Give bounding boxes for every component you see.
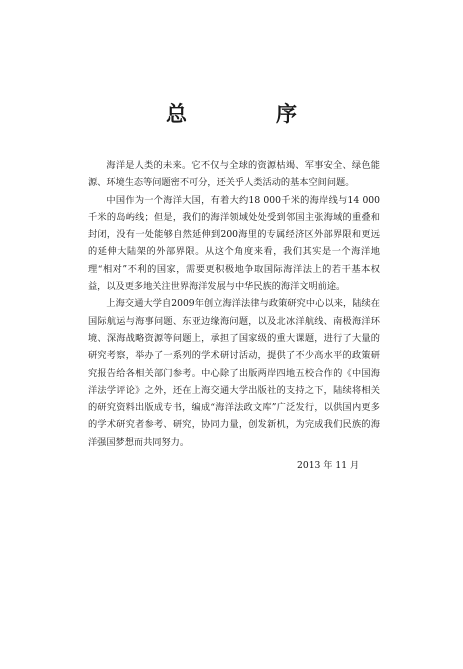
body-text [88,157,380,451]
paragraph-3: 上海交通大学自2009年创立海洋法律与政策研究中心以来，陆续在国际航运与海事问题、东亚边缘海问题，以及北冰洋航线、南极海洋环境、深海战略资源等问题上，承担了国家级的重大课题，进行了大量的研究考察，举办了一系列的学术研讨活动，提供了不少高水平的政策研究报告给各相关部门参考。中心除了出版两岸四地五校合作的《中国海洋法学评论》之外，还在上海交通大学出版社的支持之下，陆续将相关的研究资料出版成专书，编成“海洋法政文库”广泛发行，以供国内更多的学术研究者参考、研究，协同力量，创发新机，为完成我们民族的海洋强国梦想而共同努力。 [88,298,380,448]
page-title: 总 序 [166,101,331,126]
date-line: 2013 年 11 月 [297,460,360,471]
paragraph-1: 海洋是人类的未来。它不仅与全球的资源枯竭、军事安全、绿色能源、环境生态等问题密不可分，还关乎人类活动的基本空间问题。 [88,160,380,189]
paragraph-2: 中国作为一个海洋大国，有着大约18 000千米的海岸线与14 000千米的岛屿线；但是，我们的海洋领域处处受到邻国主张海域的重叠和封闭，没有一处能够自然延伸到200海里的专属经济区外部界限和更远的延伸大陆架的外部界限。从这个角度来看，我们其实是一个海洋地理“相对”不利的国家，需要更积极地争取国际海洋法上的若干基本权益，以及更多地关注世界海洋发展与中华民族的海洋文明前途。 [88,194,380,293]
